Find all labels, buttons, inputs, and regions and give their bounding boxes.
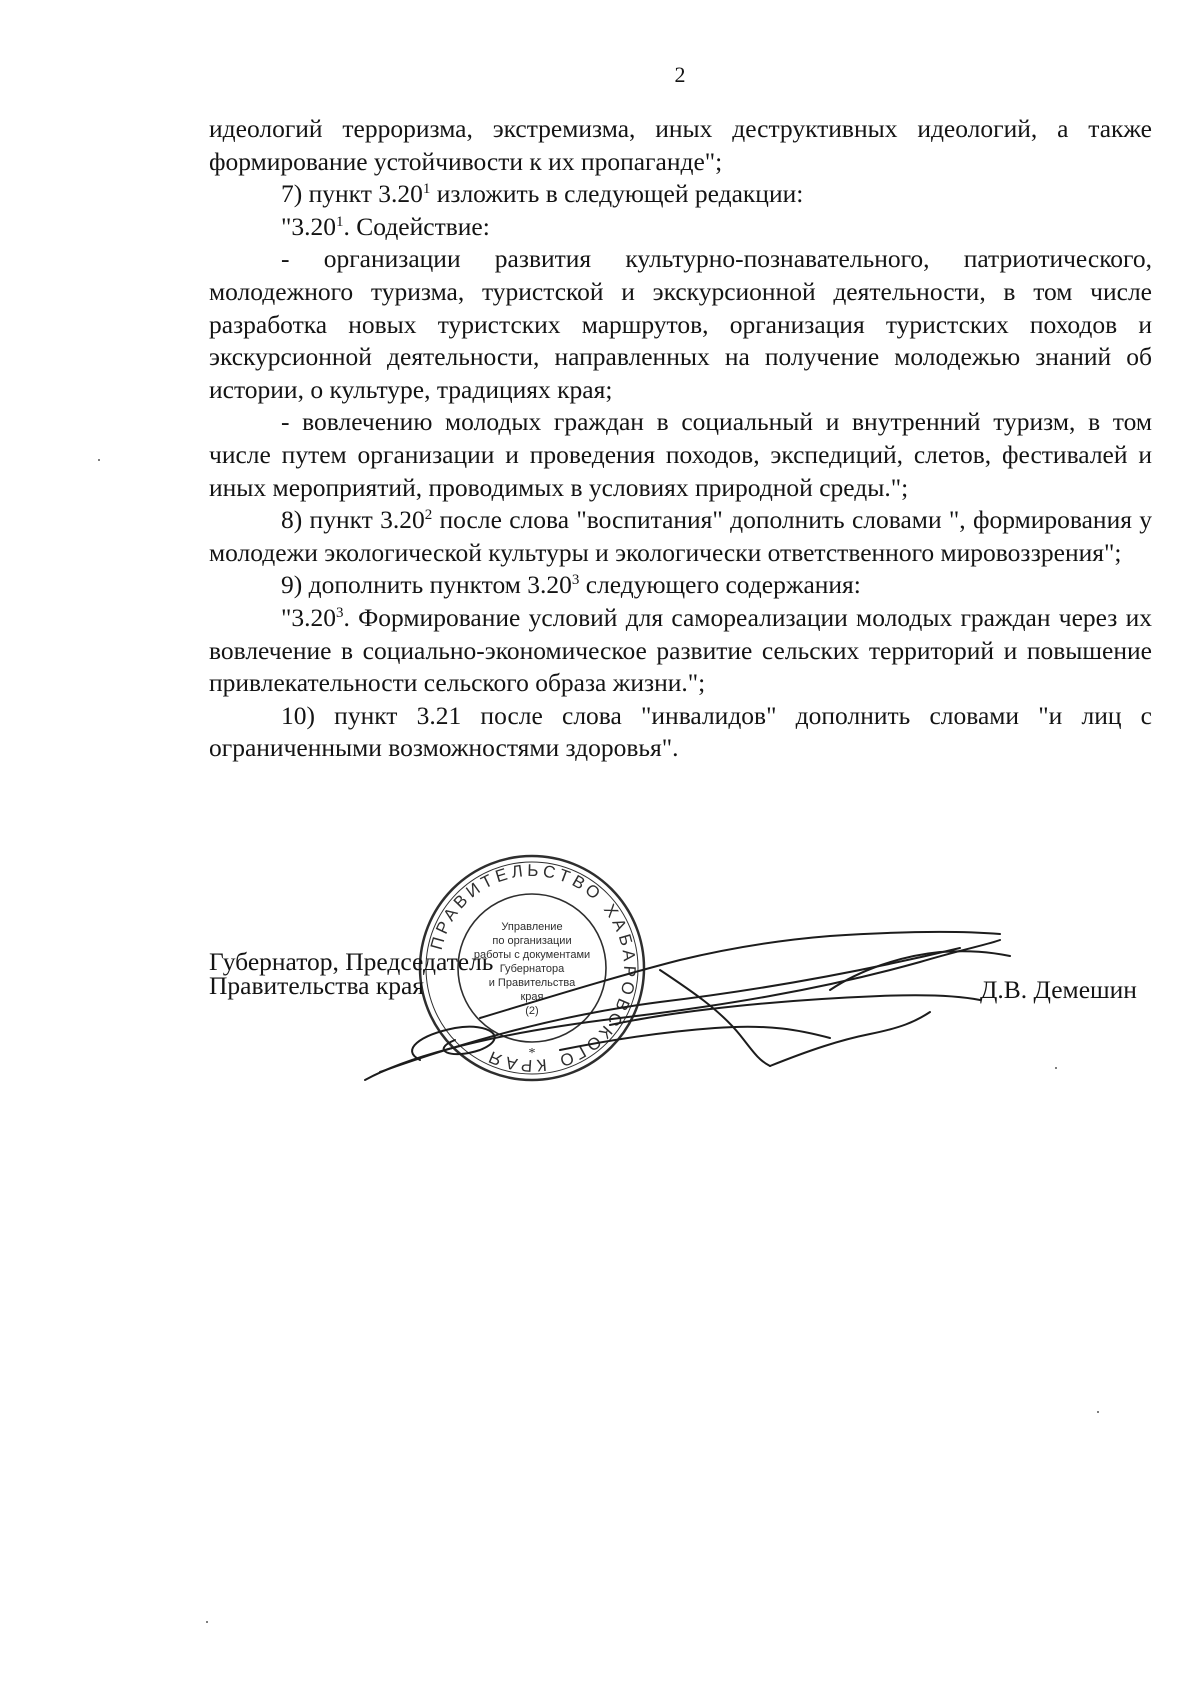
paragraph [209, 569, 1152, 602]
seal-inner-line: Губернатора [499, 963, 565, 975]
text-run: "3.20 [281, 602, 337, 632]
seal-inner-line: работы с документами [473, 949, 591, 961]
text-run: 9) дополнить пунктом 3.20 [281, 570, 572, 600]
superscript: 3 [336, 604, 344, 621]
seal-outer-text: ПРАВИТЕЛЬСТВО ХАБАРОВСКОГО КРАЯ [426, 860, 640, 1076]
scan-speck [206, 1621, 208, 1623]
paragraph [209, 178, 1152, 211]
superscript: 1 [336, 213, 344, 230]
seal-inner-line: (2) [525, 1005, 539, 1017]
text-run: "3.20 [281, 211, 337, 241]
scan-speck [1097, 1411, 1099, 1413]
handwritten-signature [360, 900, 1040, 1100]
text-run: - организации развития культурно-познавательного, патриотического, молодежного туризма, туристской и экскурсионной деятельности, в том числе разработка новых туристских маршрутов, организация туристских походов и экскурсионной деятельности, направленных на получение молодежью знаний об истории, о культуре, традициях края; [209, 244, 1152, 404]
scan-speck [98, 459, 100, 461]
seal-inner-line: и Правительства [488, 977, 576, 989]
svg-text:*: * [528, 1046, 536, 1061]
signatory-position-line1: Губернатор, Председатель [209, 947, 494, 976]
text-run: 7) пункт 3.20 [281, 179, 423, 209]
text-run: - вовлечению молодых граждан в социальный и внутренний туризм, в том числе путем организации и проведения походов, экспедиций, слетов, фестивалей и иных мероприятий, проводимых в условиях природной среды."; [209, 407, 1152, 502]
document-body [209, 113, 1152, 765]
paragraph [209, 243, 1152, 406]
signatory-position-line2: Правительства края [209, 971, 425, 1000]
paragraph [209, 504, 1152, 569]
text-run: после слова "воспитания" дополнить словами ", формирования у молодежи экологической культуры и экологически ответственного мировоззрения"; [209, 505, 1153, 567]
text-run: 8) пункт 3.20 [281, 505, 425, 535]
page-number: 2 [674, 62, 686, 87]
paragraph [209, 113, 1152, 178]
text-run: . Формирование условий для самореализации молодых граждан через их вовлечение в социально-экономическое развитие сельских территорий и повышение привлекательности сельского образа жизни."; [209, 602, 1152, 698]
scan-speck [1055, 1067, 1057, 1069]
superscript: 3 [571, 572, 580, 589]
signatory-position [209, 947, 494, 1000]
text-run: идеологий терроризма, экстремизма, иных деструктивных идеологий, а также формирование устойчивости к их пропаганде"; [209, 114, 1152, 176]
paragraph [209, 211, 1152, 244]
paragraph [209, 406, 1152, 504]
paragraph [209, 602, 1152, 700]
superscript: 2 [424, 507, 433, 524]
seal-inner-line: по организации [492, 935, 572, 947]
signatory-name: Д.В. Демешин [980, 975, 1137, 1004]
seal-inner-line: края [520, 991, 544, 1003]
seal-inner-line: Управление [501, 921, 563, 933]
paragraph [209, 700, 1152, 765]
text-run: . Содействие: [343, 211, 490, 241]
text-run: 10) пункт 3.21 после слова "инвалидов" дополнить словами "и лиц с ограниченными возможностями здоровья". [209, 700, 1152, 763]
text-run: следующего содержания: [579, 570, 861, 600]
text-run: изложить в следующей редакции: [430, 179, 804, 209]
superscript: 1 [422, 181, 431, 198]
